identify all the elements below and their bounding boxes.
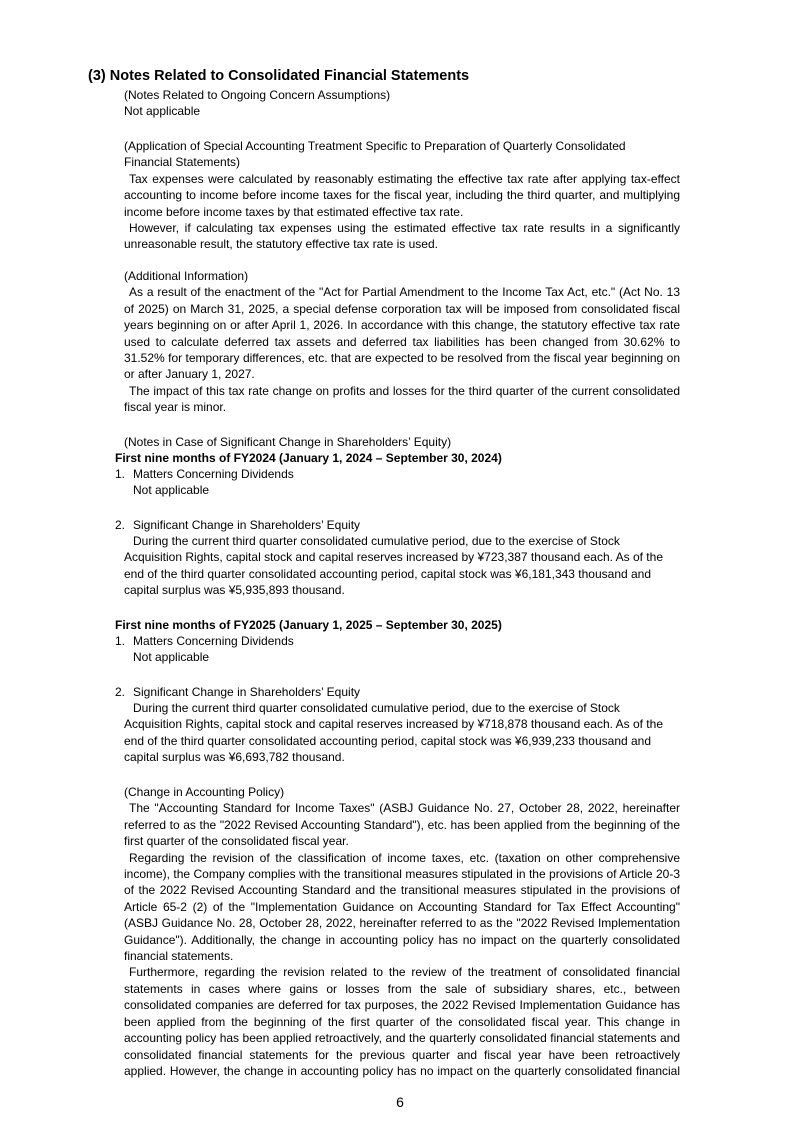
special-accounting-title-line1: (Application of Special Accounting Treatment Specific to Preparation of Quarterly Consolidated bbox=[124, 139, 626, 153]
equity-line: end of the third quarter consolidated accounting period, capital stock was ¥6,939,233 thousand and bbox=[124, 733, 652, 748]
additional-info-title: (Additional Information) bbox=[124, 269, 249, 283]
period-heading-fy2024: First nine months of FY2024 (January 1, 2024 – September 30, 2024) bbox=[115, 451, 502, 465]
equity-body-fy2024 bbox=[124, 533, 684, 599]
equity-line: capital surplus was ¥6,693,782 thousand. bbox=[124, 750, 345, 765]
ongoing-concern-section bbox=[124, 87, 680, 120]
special-accounting-para1: Tax expenses were calculated by reasonably estimating the effective tax rate after applying tax-effect accounting to income before income taxes for the fiscal year, including the third quarter, and multiplying income before income taxes by that estimated effective tax rate. bbox=[124, 171, 680, 219]
special-accounting-title-line2: Financial Statements) bbox=[124, 155, 241, 170]
period-heading-fy2025: First nine months of FY2025 (January 1, 2025 – September 30, 2025) bbox=[115, 618, 502, 632]
ongoing-concern-title: (Notes Related to Ongoing Concern Assumptions) bbox=[124, 88, 391, 102]
item-number: 2. bbox=[115, 518, 126, 532]
item-title: Matters Concerning Dividends bbox=[133, 467, 294, 481]
equity-line: capital surplus was ¥5,935,893 thousand. bbox=[124, 583, 345, 598]
additional-info-para2: The impact of this tax rate change on profits and losses for the third quarter of the current consolidated fiscal year is minor. bbox=[124, 383, 680, 415]
accounting-policy-para3: Furthermore, regarding the revision related to the review of the treatment of consolidated financial statements in cases where gains or losses from the sale of subsidiary shares, etc., between consolidated companies are deferred for tax purposes, the 2022 Revised Implementation Guidance has been applied from the beginning of the first quarter of the consolidated fiscal year. This change in accounting policy has been applied retroactively, and the quarterly consolidated financial statements and consolidated financial statements for the previous quarter and fiscal year have been retroactively applied. However, the change in accounting policy has no impact on the quarterly consolidated financial bbox=[124, 965, 680, 1078]
equity-line: During the current third quarter consolidated cumulative period, due to the exercise of Stock bbox=[133, 701, 620, 715]
item-title: Significant Change in Shareholders’ Equity bbox=[133, 685, 361, 699]
dividends-body-fy2024: Not applicable bbox=[133, 483, 210, 497]
item-title: Matters Concerning Dividends bbox=[133, 634, 294, 648]
accounting-policy-para2: Regarding the revision of the classification of income taxes, etc. (taxation on other comprehensive income), the Company complies with the transitional measures stipulated in the provisions of Article 20-3 of the 2022 Revised Accounting Standard and the transitional measures stipulated in the provisions of Article 65-2 (2) of the "Implementation Guidance on Accounting Standard for Tax Effect Accounting" (ASBJ Guidance No. 28, October 28, 2022, hereinafter referred to as the "2022 Revised Implementation Guidance"). Additionally, the change in accounting policy has no impact on the quarterly consolidated financial statements. bbox=[124, 850, 680, 964]
equity-item-fy2024 bbox=[115, 517, 360, 533]
ongoing-concern-body: Not applicable bbox=[124, 104, 201, 119]
dividends-body-fy2025: Not applicable bbox=[133, 650, 210, 664]
equity-body-fy2025 bbox=[124, 700, 684, 766]
dividends-item-fy2025 bbox=[115, 633, 294, 649]
item-number: 1. bbox=[115, 467, 126, 481]
accounting-policy-para1: The "Accounting Standard for Income Taxes" (ASBJ Guidance No. 27, October 28, 2022, hereinafter referred to as the "2022 Revised Accounting Standard"), etc. has been applied from the beginning of the first quarter of the consolidated fiscal year. bbox=[124, 801, 680, 849]
equity-change-title: (Notes in Case of Significant Change in Shareholders’ Equity) bbox=[124, 435, 452, 449]
item-number: 2. bbox=[115, 685, 126, 699]
equity-line: end of the third quarter consolidated accounting period, capital stock was ¥6,181,343 thousand and bbox=[124, 566, 652, 581]
special-accounting-section bbox=[124, 138, 680, 253]
accounting-policy-section bbox=[124, 784, 680, 1079]
additional-info-para1: As a result of the enactment of the "Act for Partial Amendment to the Income Tax Act, etc." (Act No. 13 of 2025) on March 31, 2025, a special defense corporation tax will be imposed from consolidated fiscal years beginning on or after April 1, 2026. In accordance with this change, the statutory effective tax rate used to calculate deferred tax assets and deferred tax liabilities has been changed from 30.62% to 31.52% for temporary differences, etc. that are expected to be resolved from the fiscal year beginning on or after January 1, 2027. bbox=[124, 285, 680, 382]
equity-item-fy2025 bbox=[115, 684, 360, 700]
equity-line: Acquisition Rights, capital stock and capital reserves increased by ¥718,878 thousand each. As of the bbox=[124, 717, 663, 732]
equity-line: Acquisition Rights, capital stock and capital reserves increased by ¥723,387 thousand each. As of the bbox=[124, 550, 663, 565]
equity-line: During the current third quarter consolidated cumulative period, due to the exercise of Stock bbox=[133, 534, 620, 548]
section-heading: (3) Notes Related to Consolidated Financial Statements bbox=[88, 68, 470, 84]
item-number: 1. bbox=[115, 634, 126, 648]
special-accounting-para2: However, if calculating tax expenses using the estimated effective tax rate results in a significantly unreasonable result, the statutory effective tax rate is used. bbox=[124, 221, 680, 252]
equity-change-title-block bbox=[124, 434, 680, 450]
item-title: Significant Change in Shareholders’ Equity bbox=[133, 518, 361, 532]
additional-info-section bbox=[124, 268, 680, 416]
page-number: 6 bbox=[396, 1094, 404, 1110]
accounting-policy-title: (Change in Accounting Policy) bbox=[124, 785, 285, 799]
dividends-item-fy2024 bbox=[115, 466, 294, 482]
